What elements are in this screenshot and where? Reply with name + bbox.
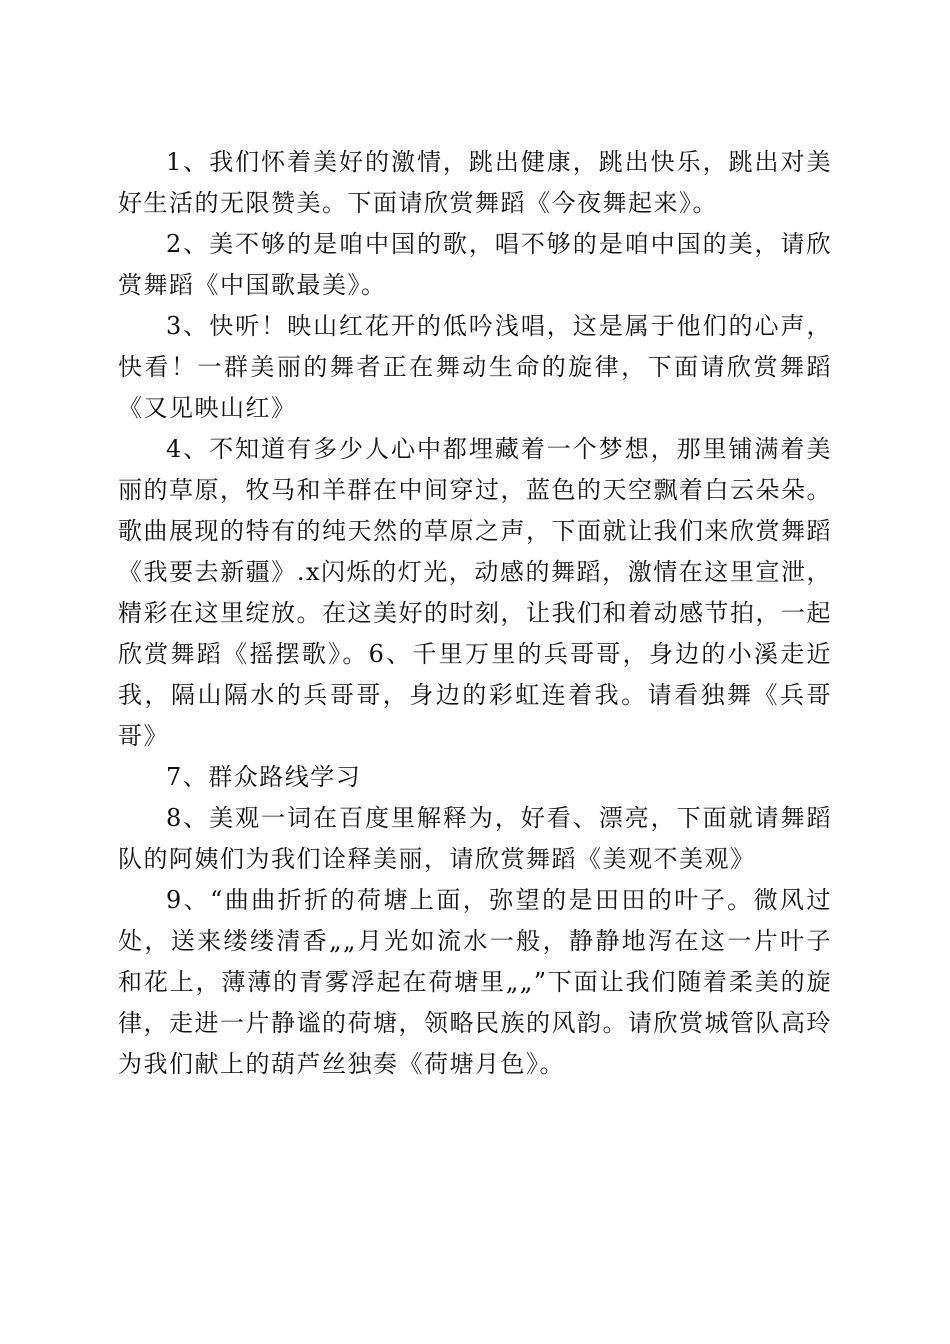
paragraph-7: 7、群众路线学习 <box>166 763 362 791</box>
paragraph-1: 1、我们怀着美好的激情，跳出健康，跳出快乐，跳出对美好生活的无限赞美。下面请欣赏舞蹈《今夜舞起来》。 <box>118 148 832 217</box>
paragraph-4: 4、不知道有多少人心中都埋藏着一个梦想，那里铺满着美丽的草原，牧马和羊群在中间穿过，蓝色的天空飘着白云朵朵。歌曲展现的特有的纯天然的草原之声，下面就让我们来欣赏舞蹈《我要去新疆》.x闪烁的灯光，动感的舞蹈，激情在这里宣泄，精彩在这里绽放。在这美好的时刻，让我们和着动感节拍，一起欣赏舞蹈《摇摆歌》。6、千里万里的兵哥哥，身边的小溪走近我，隔山隔水的兵哥哥，身边的彩虹连着我。请看独舞《兵哥哥》 <box>118 435 832 750</box>
paragraph-8: 8、美观一词在百度里解释为，好看、漂亮，下面就请舞蹈队的阿姨们为我们诠释美丽，请欣赏舞蹈《美观不美观》 <box>118 804 832 873</box>
paragraph-2: 2、美不够的是咱中国的歌，唱不够的是咱中国的美，请欣赏舞蹈《中国歌最美》。 <box>118 230 832 299</box>
paragraph-9: 9、“曲曲折折的荷塘上面，弥望的是田田的叶子。微风过处，送来缕缕清香„„月光如流水一般，静静地泻在这一片叶子和花上，薄薄的青雾浮起在荷塘里„„”下面让我们随着柔美的旋律，走进一片静谧的荷塘，领略民族的风韵。请欣赏城管队高玲为我们献上的葫芦丝独奏《荷塘月色》。 <box>118 886 832 1078</box>
paragraph-3: 3、快听！映山红花开的低吟浅唱，这是属于他们的心声，快看！一群美丽的舞者正在舞动生命的旋律，下面请欣赏舞蹈《又见映山红》 <box>118 312 832 422</box>
document-body <box>118 142 832 1085</box>
